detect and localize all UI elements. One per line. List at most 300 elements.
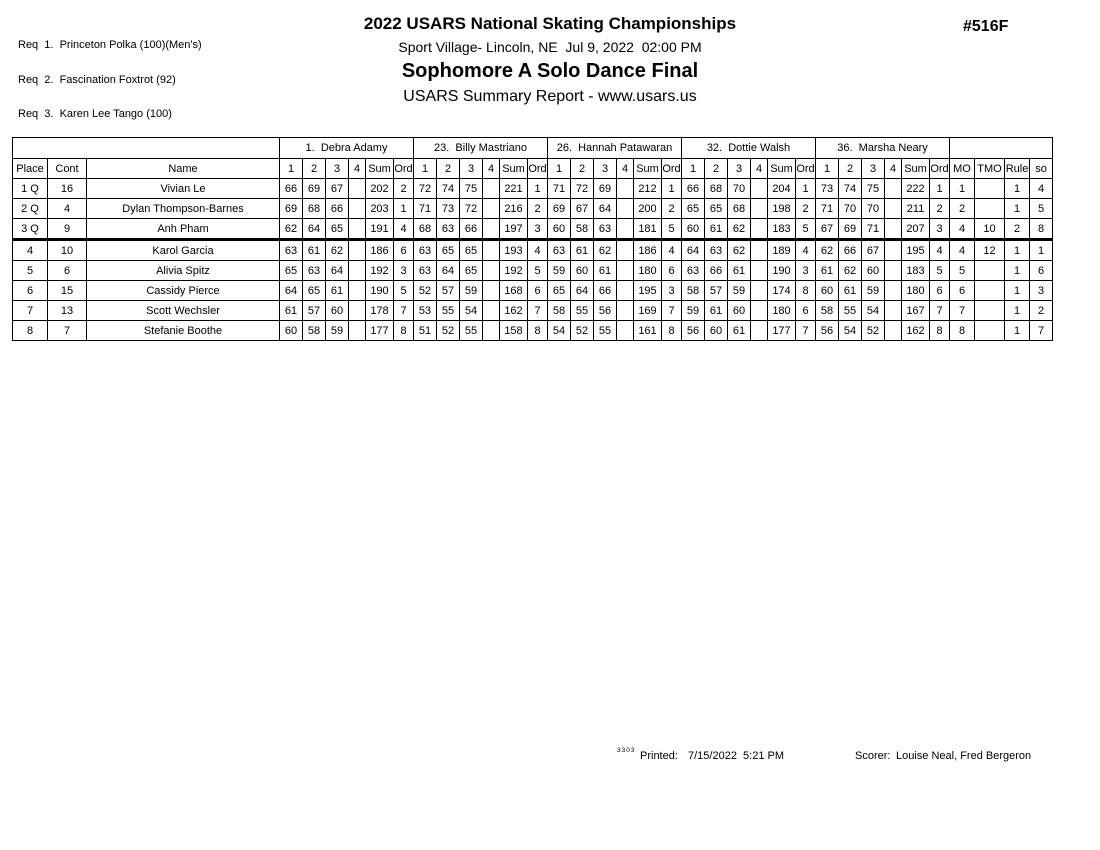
cell-judge2-score1: 51 [414, 321, 437, 341]
cell-judge2-sum: 158 [500, 321, 528, 341]
cell-judge5-sum: 211 [902, 199, 930, 219]
col-header-judge3-2: 2 [571, 159, 594, 179]
cell-judge4-ordinal: 2 [796, 199, 816, 219]
cell-judge4-sum: 198 [768, 199, 796, 219]
table-row [13, 219, 1053, 240]
cell-judge5-score1: 56 [816, 321, 839, 341]
cell-judge4-score4 [751, 301, 768, 321]
cell-judge5-ordinal: 7 [930, 301, 950, 321]
cell-judge4-sum: 180 [768, 301, 796, 321]
cell-contestant-number: 16 [48, 179, 87, 199]
cell-judge3-score2: 72 [571, 179, 594, 199]
cell-judge3-score4 [617, 261, 634, 281]
cell-place: 4 [13, 240, 48, 261]
cell-judge3-score4 [617, 199, 634, 219]
cell-judge5-ordinal: 6 [930, 281, 950, 301]
cell-rule: 1 [1005, 261, 1030, 281]
col-header-judge1-sum: Sum [366, 159, 394, 179]
cell-judge5-score1: 61 [816, 261, 839, 281]
cell-judge1-score1: 64 [280, 281, 303, 301]
cell-judge3-score2: 64 [571, 281, 594, 301]
cell-judge1-score1: 69 [280, 199, 303, 219]
cell-judge4-score1: 66 [682, 179, 705, 199]
col-header-judge5-3: 3 [862, 159, 885, 179]
cell-judge2-score2: 73 [437, 199, 460, 219]
cell-rule: 1 [1005, 240, 1030, 261]
cell-judge4-score1: 60 [682, 219, 705, 240]
cell-so: 6 [1030, 261, 1053, 281]
cell-mo: 4 [950, 219, 975, 240]
cell-tmo [975, 281, 1005, 301]
cell-judge2-score3: 59 [460, 281, 483, 301]
cell-judge3-sum: 212 [634, 179, 662, 199]
cell-mo: 1 [950, 179, 975, 199]
cell-judge1-score4 [349, 281, 366, 301]
cell-judge4-score4 [751, 240, 768, 261]
cell-judge1-score4 [349, 179, 366, 199]
cell-judge1-ordinal: 3 [394, 261, 414, 281]
cell-judge2-score3: 72 [460, 199, 483, 219]
cell-mo: 7 [950, 301, 975, 321]
cell-judge4-score2: 57 [705, 281, 728, 301]
cell-judge2-score4 [483, 199, 500, 219]
cell-judge3-ordinal: 1 [662, 179, 682, 199]
cell-judge5-ordinal: 2 [930, 199, 950, 219]
cell-judge3-ordinal: 8 [662, 321, 682, 341]
cell-skater-name: Dylan Thompson-Barnes [87, 199, 280, 219]
cell-place: 6 [13, 281, 48, 301]
table-row [13, 261, 1053, 281]
cell-judge1-ordinal: 8 [394, 321, 414, 341]
cell-judge5-score3: 67 [862, 240, 885, 261]
table-row [13, 199, 1053, 219]
cell-skater-name: Stefanie Boothe [87, 321, 280, 341]
cell-judge2-score2: 74 [437, 179, 460, 199]
event-title: Sophomore A Solo Dance Final [401, 60, 699, 82]
cell-judge4-sum: 177 [768, 321, 796, 341]
cell-judge2-ordinal: 3 [528, 219, 548, 240]
col-header-judge5-1: 1 [816, 159, 839, 179]
cell-judge1-score3: 64 [326, 261, 349, 281]
col-header-judge3-ord: Ord [662, 159, 682, 179]
cell-judge2-sum: 221 [500, 179, 528, 199]
cell-judge1-score2: 65 [303, 281, 326, 301]
cell-judge5-score4 [885, 301, 902, 321]
col-header-judge3-4: 4 [617, 159, 634, 179]
cell-judge2-score2: 64 [437, 261, 460, 281]
cell-judge5-ordinal: 4 [930, 240, 950, 261]
cell-judge2-score3: 54 [460, 301, 483, 321]
cell-tmo [975, 321, 1005, 341]
cell-judge5-score1: 62 [816, 240, 839, 261]
cell-so: 3 [1030, 281, 1053, 301]
cell-judge5-ordinal: 8 [930, 321, 950, 341]
cell-judge1-score3: 59 [326, 321, 349, 341]
cell-place: 2 Q [13, 199, 48, 219]
cell-judge3-ordinal: 2 [662, 199, 682, 219]
cell-rule: 1 [1005, 321, 1030, 341]
cell-judge1-score1: 65 [280, 261, 303, 281]
col-header-place: Place [13, 159, 48, 179]
col-header-cont: Cont [48, 159, 87, 179]
cell-judge3-score1: 65 [548, 281, 571, 301]
cell-contestant-number: 15 [48, 281, 87, 301]
cell-judge2-score3: 65 [460, 240, 483, 261]
cell-judge5-sum: 183 [902, 261, 930, 281]
cell-judge1-score3: 65 [326, 219, 349, 240]
col-header-judge4-1: 1 [682, 159, 705, 179]
scorer-value: Louise Neal, Fred Bergeron [896, 750, 1032, 762]
cell-judge2-score2: 63 [437, 219, 460, 240]
cell-judge3-sum: 195 [634, 281, 662, 301]
col-header-judge1-3: 3 [326, 159, 349, 179]
cell-judge4-score3: 70 [728, 179, 751, 199]
cell-judge4-score2: 61 [705, 301, 728, 321]
cell-judge2-ordinal: 7 [528, 301, 548, 321]
cell-judge3-score1: 71 [548, 179, 571, 199]
cell-judge2-score3: 66 [460, 219, 483, 240]
cell-judge4-sum: 204 [768, 179, 796, 199]
cell-judge3-score4 [617, 219, 634, 240]
cell-judge1-score2: 63 [303, 261, 326, 281]
cell-judge3-ordinal: 6 [662, 261, 682, 281]
col-header-judge4-sum: Sum [768, 159, 796, 179]
cell-so: 1 [1030, 240, 1053, 261]
cell-judge5-score1: 60 [816, 281, 839, 301]
cell-judge3-score4 [617, 179, 634, 199]
cell-judge5-score3: 60 [862, 261, 885, 281]
col-header-judge3-3: 3 [594, 159, 617, 179]
cell-contestant-number: 10 [48, 240, 87, 261]
cell-judge5-score4 [885, 281, 902, 301]
cell-judge5-sum: 162 [902, 321, 930, 341]
cell-judge3-score3: 56 [594, 301, 617, 321]
cell-judge3-score3: 55 [594, 321, 617, 341]
cell-tmo [975, 179, 1005, 199]
cell-judge1-ordinal: 6 [394, 240, 414, 261]
cell-judge3-score4 [617, 240, 634, 261]
cell-judge4-score3: 68 [728, 199, 751, 219]
cell-judge1-score2: 69 [303, 179, 326, 199]
report-type-line: USARS Summary Report - www.usars.us [403, 88, 697, 105]
printed-value: 7/15/2022 5:21 PM [688, 750, 785, 762]
cell-judge5-ordinal: 3 [930, 219, 950, 240]
cell-judge3-score1: 58 [548, 301, 571, 321]
cell-contestant-number: 4 [48, 199, 87, 219]
cell-place: 3 Q [13, 219, 48, 240]
cell-mo: 5 [950, 261, 975, 281]
cell-judge4-score2: 60 [705, 321, 728, 341]
cell-judge4-score4 [751, 261, 768, 281]
cell-judge2-score2: 52 [437, 321, 460, 341]
cell-judge4-score4 [751, 281, 768, 301]
cell-judge3-score2: 55 [571, 301, 594, 321]
cell-contestant-number: 7 [48, 321, 87, 341]
cell-judge1-sum: 202 [366, 179, 394, 199]
cell-judge4-score2: 63 [705, 240, 728, 261]
cell-rule: 1 [1005, 281, 1030, 301]
cell-judge5-score4 [885, 261, 902, 281]
cell-judge4-score4 [751, 179, 768, 199]
cell-judge4-score4 [751, 199, 768, 219]
cell-judge1-sum: 177 [366, 321, 394, 341]
cell-skater-name: Karol Garcia [87, 240, 280, 261]
cell-skater-name: Vivian Le [87, 179, 280, 199]
cell-judge4-ordinal: 1 [796, 179, 816, 199]
cell-place: 5 [13, 261, 48, 281]
cell-judge2-score1: 63 [414, 261, 437, 281]
cell-judge1-score3: 66 [326, 199, 349, 219]
championship-title: 2022 USARS National Skating Championships [363, 14, 737, 33]
cell-judge1-score4 [349, 219, 366, 240]
cell-judge5-score4 [885, 179, 902, 199]
cell-judge1-sum: 178 [366, 301, 394, 321]
cell-judge2-score1: 53 [414, 301, 437, 321]
cell-judge3-ordinal: 7 [662, 301, 682, 321]
cell-judge4-score1: 58 [682, 281, 705, 301]
event-code: #516F [963, 18, 1009, 35]
cell-judge1-score2: 61 [303, 240, 326, 261]
cell-judge2-sum: 168 [500, 281, 528, 301]
cell-tmo: 10 [975, 219, 1005, 240]
cell-judge2-score1: 72 [414, 179, 437, 199]
cell-judge5-sum: 167 [902, 301, 930, 321]
cell-judge4-score2: 65 [705, 199, 728, 219]
cell-judge4-score2: 66 [705, 261, 728, 281]
cell-judge1-score3: 67 [326, 179, 349, 199]
cell-so: 4 [1030, 179, 1053, 199]
cell-judge3-sum: 200 [634, 199, 662, 219]
cell-judge3-score3: 63 [594, 219, 617, 240]
cell-judge4-score3: 60 [728, 301, 751, 321]
judge-header-1: 1. Debra Adamy [280, 138, 414, 159]
col-header-name: Name [87, 159, 280, 179]
table-row [13, 281, 1053, 301]
cell-judge4-score1: 56 [682, 321, 705, 341]
cell-judge3-score3: 62 [594, 240, 617, 261]
cell-judge5-score2: 66 [839, 240, 862, 261]
judge-header-3: 26. Hannah Patawaran [548, 138, 682, 159]
cell-mo: 4 [950, 240, 975, 261]
cell-judge5-sum: 195 [902, 240, 930, 261]
cell-judge4-score1: 63 [682, 261, 705, 281]
column-header-row [13, 159, 1053, 179]
cell-judge5-ordinal: 1 [930, 179, 950, 199]
cell-judge3-score1: 60 [548, 219, 571, 240]
judge-header-row [13, 138, 1053, 159]
col-header-judge2-ord: Ord [528, 159, 548, 179]
cell-judge2-ordinal: 2 [528, 199, 548, 219]
col-header-judge3-sum: Sum [634, 159, 662, 179]
cell-judge4-score2: 61 [705, 219, 728, 240]
col-header-judge2-1: 1 [414, 159, 437, 179]
col-header-judge5-4: 4 [885, 159, 902, 179]
cell-judge1-sum: 186 [366, 240, 394, 261]
col-header-judge4-2: 2 [705, 159, 728, 179]
cell-judge1-ordinal: 1 [394, 199, 414, 219]
required-dance-3: Req 3. Karen Lee Tango (100) [18, 108, 172, 120]
cell-judge2-score4 [483, 301, 500, 321]
cell-judge5-score1: 73 [816, 179, 839, 199]
cell-contestant-number: 9 [48, 219, 87, 240]
cell-judge1-ordinal: 5 [394, 281, 414, 301]
cell-judge5-sum: 207 [902, 219, 930, 240]
cell-judge2-ordinal: 1 [528, 179, 548, 199]
cell-judge3-score1: 59 [548, 261, 571, 281]
cell-judge1-score4 [349, 199, 366, 219]
cell-judge3-score3: 69 [594, 179, 617, 199]
cell-judge2-score4 [483, 321, 500, 341]
cell-judge2-sum: 216 [500, 199, 528, 219]
cell-judge4-score3: 62 [728, 219, 751, 240]
cell-judge4-ordinal: 4 [796, 240, 816, 261]
cell-judge4-ordinal: 3 [796, 261, 816, 281]
cell-judge2-ordinal: 8 [528, 321, 548, 341]
cell-judge1-ordinal: 4 [394, 219, 414, 240]
col-header-judge4-3: 3 [728, 159, 751, 179]
col-header-judge5-2: 2 [839, 159, 862, 179]
cell-judge3-score4 [617, 281, 634, 301]
cell-judge2-sum: 193 [500, 240, 528, 261]
cell-judge2-score1: 63 [414, 240, 437, 261]
cell-judge5-score1: 58 [816, 301, 839, 321]
cell-judge1-score1: 61 [280, 301, 303, 321]
cell-judge1-score2: 57 [303, 301, 326, 321]
cell-judge1-ordinal: 7 [394, 301, 414, 321]
col-header-judge1-ord: Ord [394, 159, 414, 179]
cell-judge3-ordinal: 4 [662, 240, 682, 261]
cell-judge5-score4 [885, 219, 902, 240]
cell-judge4-ordinal: 8 [796, 281, 816, 301]
judge-header-5: 36. Marsha Neary [816, 138, 950, 159]
col-header-judge5-ord: Ord [930, 159, 950, 179]
cell-judge1-score1: 66 [280, 179, 303, 199]
cell-judge1-score4 [349, 240, 366, 261]
printed-label: Printed: [640, 750, 678, 762]
col-header-judge5-sum: Sum [902, 159, 930, 179]
cell-judge2-score4 [483, 281, 500, 301]
cell-judge4-ordinal: 5 [796, 219, 816, 240]
cell-judge4-score1: 59 [682, 301, 705, 321]
cell-judge1-score2: 64 [303, 219, 326, 240]
cell-judge3-score4 [617, 301, 634, 321]
cell-judge5-score2: 62 [839, 261, 862, 281]
cell-judge5-sum: 180 [902, 281, 930, 301]
cell-judge1-sum: 203 [366, 199, 394, 219]
cell-judge5-score2: 70 [839, 199, 862, 219]
cell-judge2-score3: 65 [460, 261, 483, 281]
cell-rule: 1 [1005, 199, 1030, 219]
col-header-judge4-4: 4 [751, 159, 768, 179]
cell-skater-name: Scott Wechsler [87, 301, 280, 321]
cell-judge3-score2: 67 [571, 199, 594, 219]
cell-judge5-score3: 71 [862, 219, 885, 240]
cell-judge5-score4 [885, 321, 902, 341]
cell-judge2-score4 [483, 219, 500, 240]
col-header-judge2-4: 4 [483, 159, 500, 179]
scorer-label: Scorer: [855, 750, 891, 762]
cell-judge3-score1: 63 [548, 240, 571, 261]
col-header-judge2-2: 2 [437, 159, 460, 179]
required-dance-2: Req 2. Fascination Foxtrot (92) [18, 73, 176, 86]
cell-judge2-score4 [483, 179, 500, 199]
col-header-judge1-2: 2 [303, 159, 326, 179]
cell-judge5-score1: 67 [816, 219, 839, 240]
cell-judge2-sum: 162 [500, 301, 528, 321]
cell-judge3-score1: 54 [548, 321, 571, 341]
table-row [13, 240, 1053, 261]
cell-judge1-score3: 60 [326, 301, 349, 321]
cell-judge4-score2: 68 [705, 179, 728, 199]
col-header-so: so [1030, 159, 1053, 179]
cell-contestant-number: 13 [48, 301, 87, 321]
cell-judge4-score4 [751, 219, 768, 240]
cell-judge5-score2: 54 [839, 321, 862, 341]
cell-skater-name: Alivia Spitz [87, 261, 280, 281]
judge-header-4: 32. Dottie Walsh [682, 138, 816, 159]
col-header-judge2-3: 3 [460, 159, 483, 179]
cell-judge1-score1: 60 [280, 321, 303, 341]
cell-judge3-score3: 61 [594, 261, 617, 281]
cell-judge2-score2: 55 [437, 301, 460, 321]
venue-date-line: Sport Village- Lincoln, NE Jul 9, 2022 02:00 PM [398, 39, 702, 55]
cell-judge5-score2: 74 [839, 179, 862, 199]
cell-judge3-ordinal: 5 [662, 219, 682, 240]
cell-judge3-score2: 60 [571, 261, 594, 281]
cell-so: 2 [1030, 301, 1053, 321]
cell-judge4-sum: 183 [768, 219, 796, 240]
cell-judge5-score2: 55 [839, 301, 862, 321]
required-dance-1: Req 1. Princeton Polka (100)(Men's) [18, 39, 202, 51]
cell-judge1-score1: 63 [280, 240, 303, 261]
cell-judge4-score3: 61 [728, 321, 751, 341]
cell-judge2-score4 [483, 240, 500, 261]
table-row [13, 301, 1053, 321]
cell-judge5-ordinal: 5 [930, 261, 950, 281]
cell-judge1-score4 [349, 321, 366, 341]
cell-judge1-score2: 68 [303, 199, 326, 219]
cell-judge4-sum: 189 [768, 240, 796, 261]
cell-judge3-sum: 181 [634, 219, 662, 240]
cell-judge2-score2: 57 [437, 281, 460, 301]
cell-judge2-score2: 65 [437, 240, 460, 261]
cell-judge4-sum: 174 [768, 281, 796, 301]
cell-judge2-score1: 52 [414, 281, 437, 301]
cell-judge3-score3: 64 [594, 199, 617, 219]
cell-judge3-ordinal: 3 [662, 281, 682, 301]
cell-judge3-score2: 61 [571, 240, 594, 261]
cell-so: 8 [1030, 219, 1053, 240]
results-table [12, 137, 1053, 341]
col-header-judge4-ord: Ord [796, 159, 816, 179]
col-header-mo: MO [950, 159, 975, 179]
cell-judge3-score3: 66 [594, 281, 617, 301]
col-header-tmo: TMO [975, 159, 1005, 179]
cell-judge3-score2: 52 [571, 321, 594, 341]
cell-judge1-score2: 58 [303, 321, 326, 341]
version-mark: 3303 [617, 747, 636, 754]
cell-judge1-score4 [349, 261, 366, 281]
cell-judge4-score4 [751, 321, 768, 341]
cell-judge4-score3: 59 [728, 281, 751, 301]
cell-judge2-score3: 55 [460, 321, 483, 341]
table-row [13, 179, 1053, 199]
cell-skater-name: Cassidy Pierce [87, 281, 280, 301]
cell-judge3-score2: 58 [571, 219, 594, 240]
cell-judge4-score1: 65 [682, 199, 705, 219]
cell-judge1-score1: 62 [280, 219, 303, 240]
col-header-judge1-4: 4 [349, 159, 366, 179]
